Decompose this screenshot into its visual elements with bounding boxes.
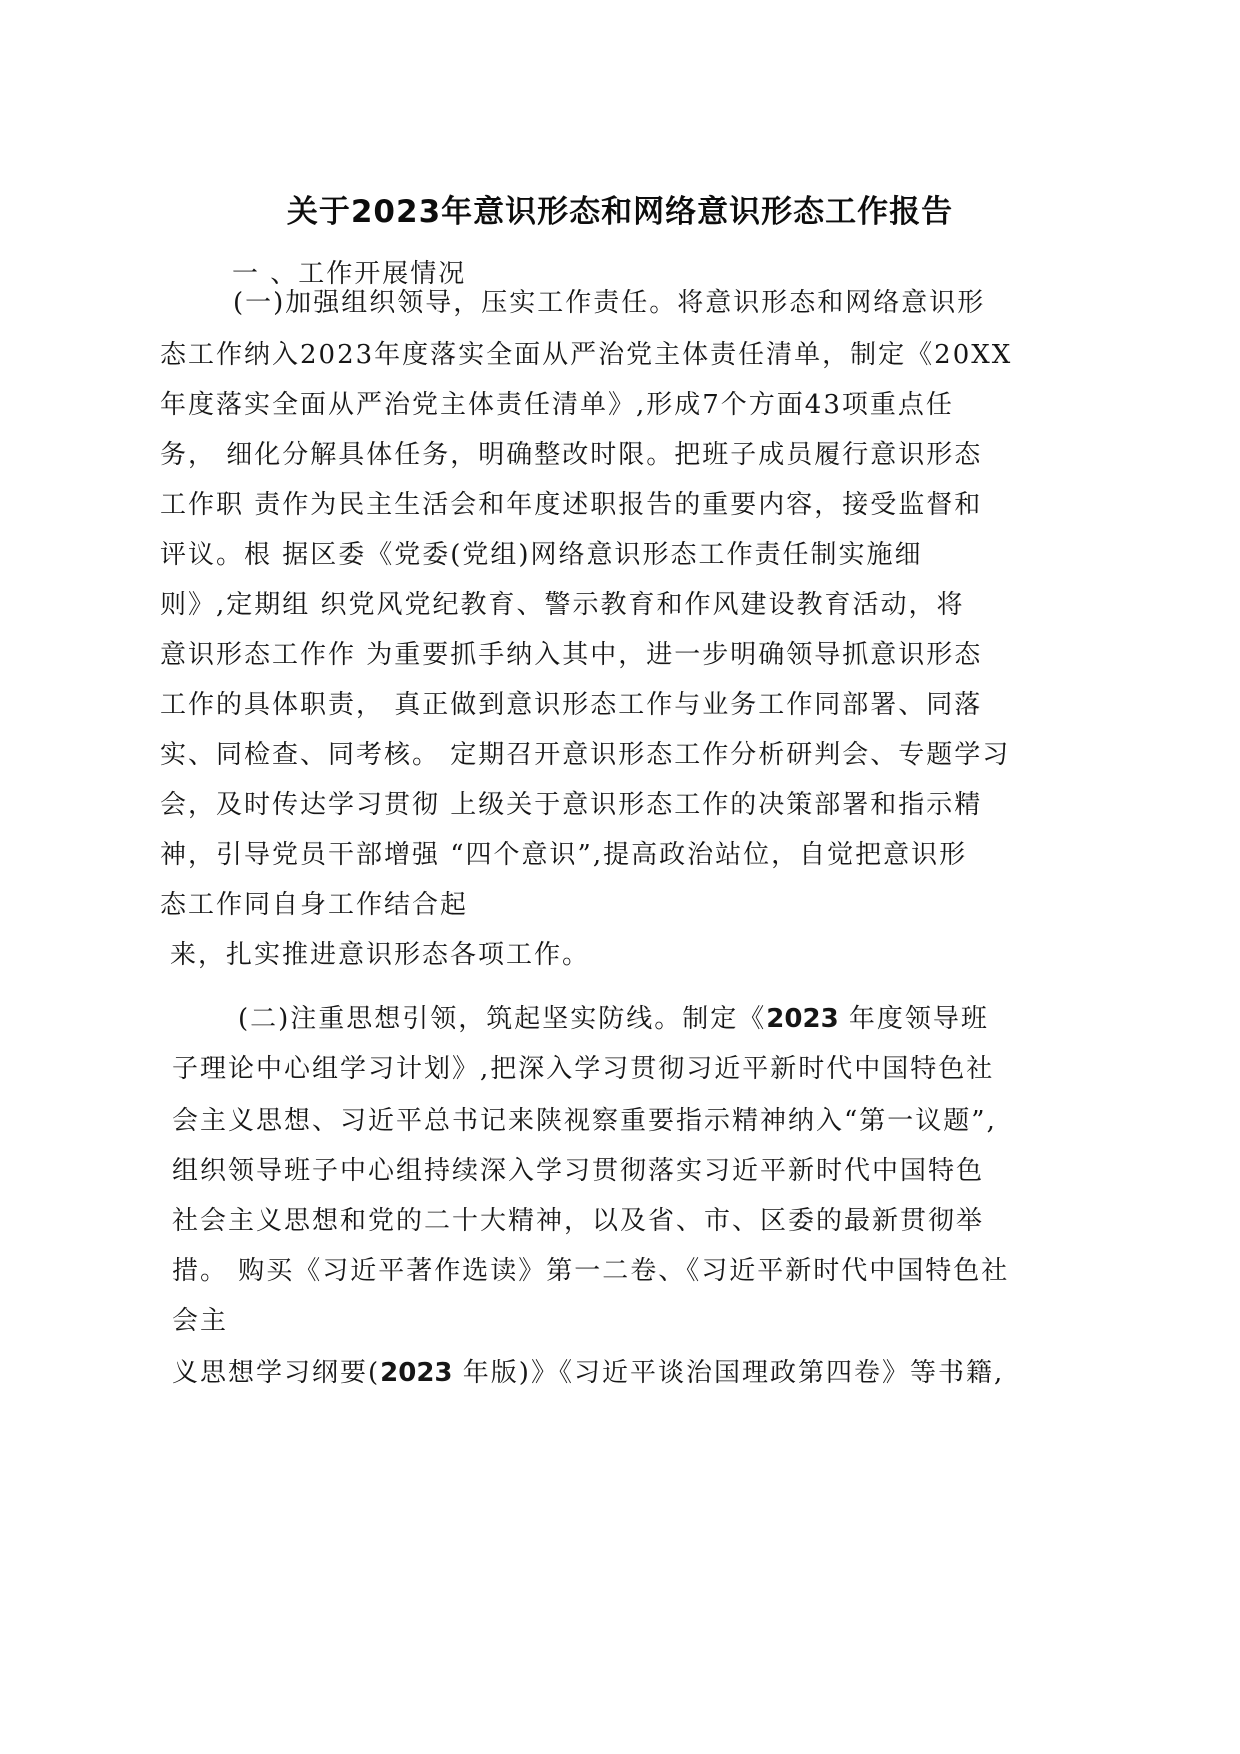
paragraph1-line: 意识形态工作作 为重要抓手纳入其中，进一步明确领导抓意识形态 bbox=[160, 640, 983, 670]
paragraph1-line: 工作的具体职责， 真正做到意识形态工作与业务工作同部署、同落 bbox=[160, 690, 983, 720]
document-title: 关于2023年意识形态和网络意识形态工作报告 bbox=[286, 194, 954, 230]
paragraph1-line: 评议。根 据区委《党委(党组)网络意识形态工作责任制实施细 bbox=[160, 540, 923, 570]
paragraph1-line: 态工作纳入2023年度落实全面从严治党主体责任清单，制定《20XX bbox=[160, 340, 1013, 370]
paragraph2-text: 义思想学习纲要( bbox=[172, 1358, 381, 1388]
paragraph1-line: 会，及时传达学习贯彻 上级关于意识形态工作的决策部署和指示精 bbox=[160, 790, 983, 820]
paragraph2-text: (二)注重思想引领，筑起坚实防线。制定《 bbox=[238, 1004, 767, 1034]
paragraph2-year: 2023 bbox=[380, 1358, 453, 1388]
paragraph1-line: 则》,定期组 织党风党纪教育、警示教育和作风建设教育活动，将 bbox=[160, 590, 965, 620]
paragraph1-line: 来，扎实推进意识形态各项工作。 bbox=[170, 940, 591, 970]
paragraph2-line: 会主 bbox=[172, 1306, 229, 1336]
paragraph1-line: 态工作同自身工作结合起 bbox=[160, 890, 469, 920]
paragraph2-line: 措。 购买《习近平著作选读》第一二卷、《习近平新时代中国特色社 bbox=[172, 1256, 1010, 1286]
section-heading: 一 、工作开展情况 bbox=[232, 259, 467, 289]
paragraph1-line: (一)加强组织领导，压实工作责任。将意识形态和网络意识形 bbox=[233, 288, 986, 318]
paragraph2-year: 2023 bbox=[766, 1004, 839, 1034]
paragraph2-line: 组织领导班子中心组持续深入学习贯彻落实习近平新时代中国特色 bbox=[172, 1156, 985, 1186]
paragraph2-text: 年版)》《习近平谈治国理政第四卷》等书籍, bbox=[452, 1358, 1005, 1388]
paragraph2-first-line bbox=[238, 1002, 989, 1036]
paragraph2-line: 会主义思想、习近平总书记来陕视察重要指示精神纳入“第一议题”, bbox=[172, 1106, 997, 1136]
paragraph1-line: 实、同检查、同考核。 定期召开意识形态工作分析研判会、专题学习 bbox=[160, 740, 1011, 770]
paragraph1-line: 年度落实全面从严治党主体责任清单》,形成7个方面43项重点任 bbox=[160, 390, 954, 420]
paragraph2-text: 年度领导班 bbox=[838, 1004, 989, 1034]
paragraph2-line: 子理论中心组学习计划》,把深入学习贯彻习近平新时代中国特色社 bbox=[172, 1054, 995, 1084]
paragraph2-line: 社会主义思想和党的二十大精神，以及省、市、区委的最新贯彻举 bbox=[172, 1206, 985, 1236]
paragraph1-line: 神，引导党员干部增强 “四个意识”,提高政治站位，自觉把意识形 bbox=[160, 840, 968, 870]
paragraph1-line: 务， 细化分解具体任务，明确整改时限。把班子成员履行意识形态 bbox=[160, 440, 983, 470]
paragraph2-last-line bbox=[172, 1356, 1004, 1390]
paragraph1-line: 工作职 责作为民主生活会和年度述职报告的重要内容，接受监督和 bbox=[160, 490, 983, 520]
